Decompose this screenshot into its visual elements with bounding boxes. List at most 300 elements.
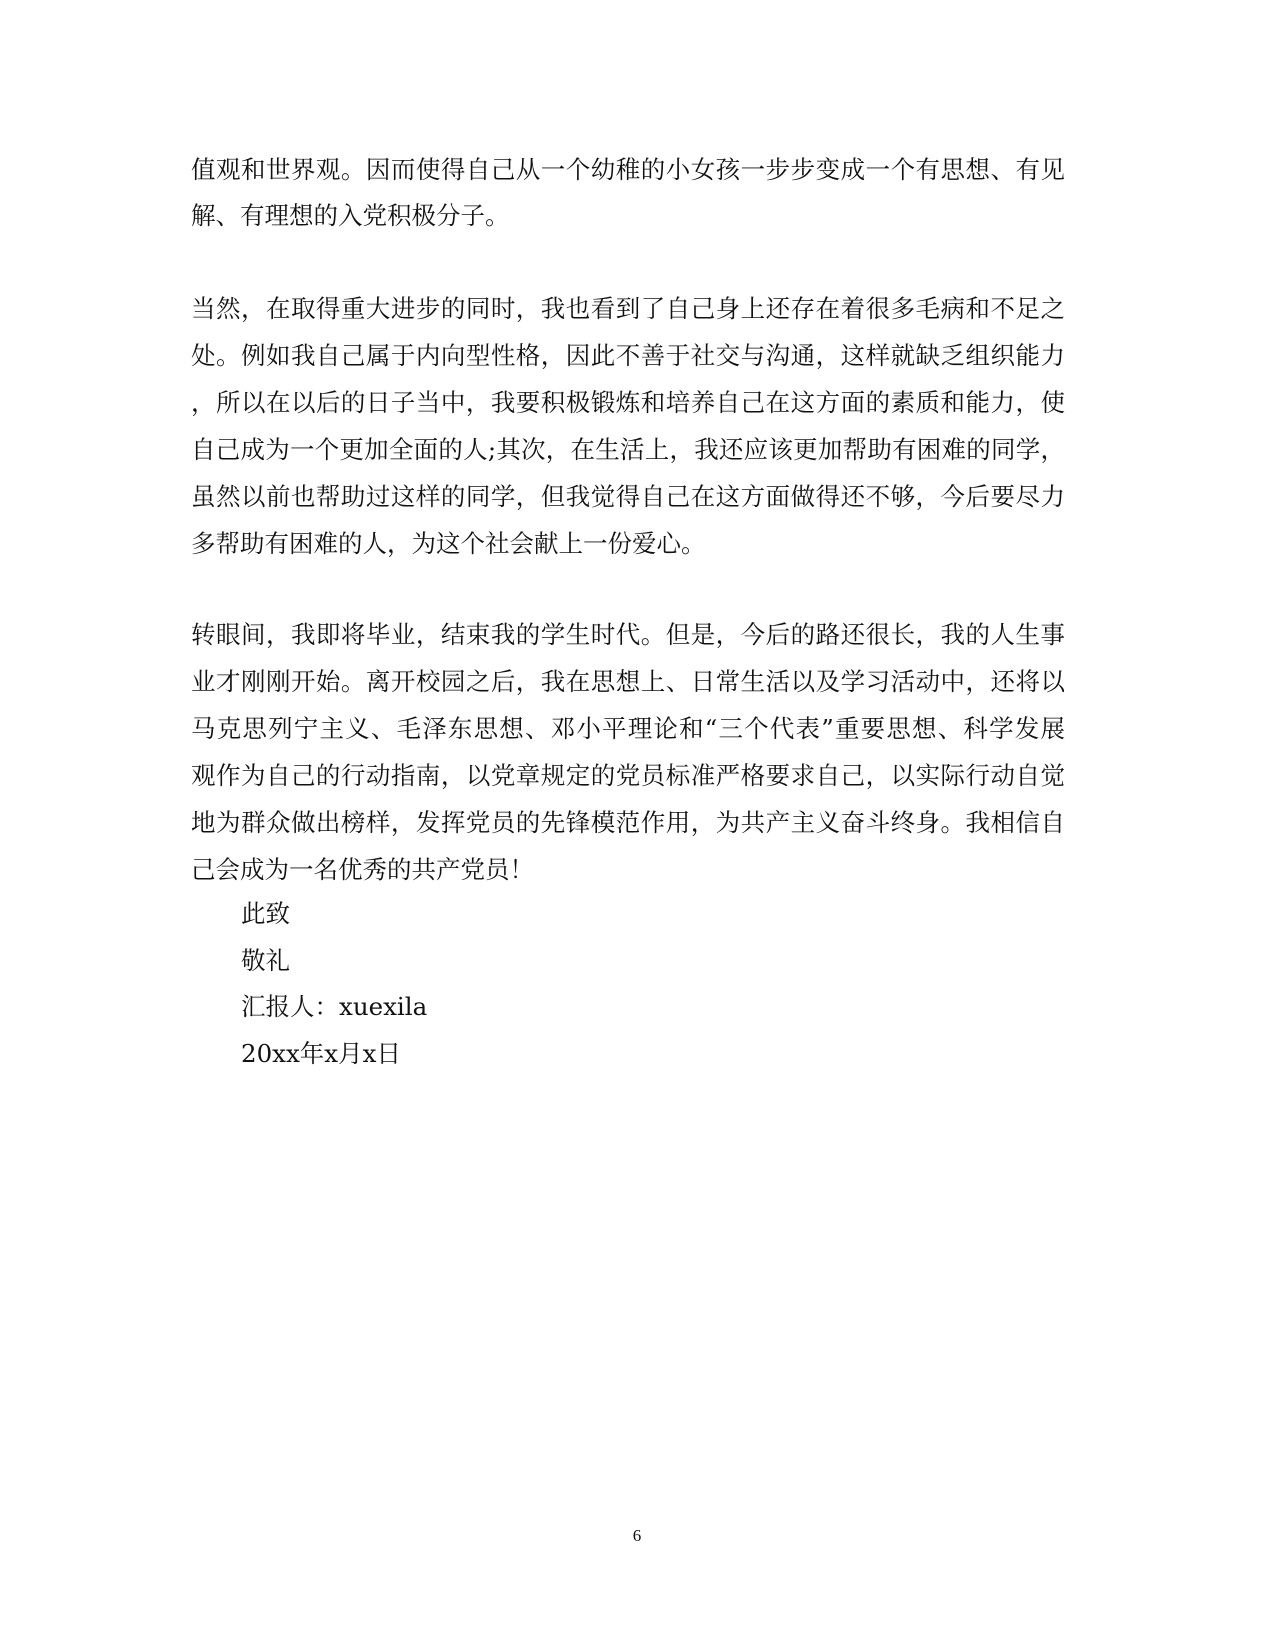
line-glyph: 科 xyxy=(963,714,988,743)
line-glyph: 见 xyxy=(1040,155,1065,184)
line-glyph: 标 xyxy=(665,761,691,790)
line-glyph: 步 xyxy=(790,155,816,184)
line-glyph: 小 xyxy=(576,714,601,743)
line-glyph: 业 xyxy=(390,620,416,649)
line-glyph: 时 xyxy=(490,294,516,323)
line-glyph: 奋 xyxy=(840,808,866,837)
line-glyph: 得 xyxy=(615,482,641,511)
line-glyph: 想 xyxy=(615,667,641,696)
line-glyph: 这 xyxy=(715,482,741,511)
line-glyph: 同 xyxy=(465,294,491,323)
line-glyph: 质 xyxy=(915,388,941,417)
line-glyph: 世 xyxy=(265,155,291,184)
line-glyph: 我 xyxy=(490,388,516,417)
line-glyph: 观 xyxy=(315,155,341,184)
line-glyph: 开 xyxy=(290,667,316,696)
line-glyph: 党 xyxy=(490,761,516,790)
line-glyph: 的 xyxy=(515,620,541,649)
line-glyph: 。 xyxy=(340,155,366,184)
line-glyph: 毕 xyxy=(365,620,391,649)
line-glyph: 过 xyxy=(365,482,391,511)
line-glyph: 事 xyxy=(1040,620,1065,649)
line-glyph: 我 xyxy=(290,341,316,370)
line-glyph: 、 xyxy=(665,667,691,696)
line-glyph: 相 xyxy=(990,808,1015,837)
line-glyph: 间 xyxy=(240,620,266,649)
line-glyph: 因 xyxy=(565,341,591,370)
line-glyph: 此 xyxy=(590,341,616,370)
line-glyph: 众 xyxy=(265,808,291,837)
line-glyph: 自 xyxy=(815,761,841,790)
line-glyph: 为 xyxy=(715,808,741,837)
line-glyph: 稚 xyxy=(615,155,641,184)
line-glyph: 日 xyxy=(690,667,716,696)
line-glyph: 为 xyxy=(265,435,290,464)
line-glyph: 以 xyxy=(240,482,266,511)
line-glyph: 在 xyxy=(815,294,841,323)
paragraph-line xyxy=(191,482,1065,512)
line-glyph: 成 xyxy=(840,155,866,184)
line-glyph: 共 xyxy=(740,808,766,837)
line-glyph: 党 xyxy=(615,761,641,790)
line-glyph: 在 xyxy=(765,388,791,417)
line-glyph: 当 xyxy=(415,388,441,417)
line-glyph: 足 xyxy=(1015,294,1040,323)
line-glyph: ， xyxy=(915,620,941,649)
line-glyph: 积 xyxy=(540,388,566,417)
line-glyph: 时 xyxy=(590,620,616,649)
line-glyph: 习 xyxy=(865,667,891,696)
line-glyph: 列 xyxy=(268,714,293,743)
line-glyph: 善 xyxy=(640,341,666,370)
line-glyph: 学 xyxy=(490,482,516,511)
line-glyph: 之 xyxy=(1040,294,1065,323)
line-glyph: 己 xyxy=(665,482,691,511)
line-glyph: 养 xyxy=(690,388,716,417)
line-glyph: 日 xyxy=(365,388,391,417)
line-glyph: 做 xyxy=(790,482,816,511)
line-glyph: 力 xyxy=(990,388,1015,417)
line-glyph: 想 xyxy=(965,155,991,184)
line-glyph: 表 xyxy=(795,714,821,743)
line-glyph: 也 xyxy=(290,482,316,511)
line-glyph: 的 xyxy=(438,435,463,464)
line-glyph: 的 xyxy=(790,620,816,649)
line-glyph: 章 xyxy=(515,761,541,790)
line-glyph: 个 xyxy=(890,155,916,184)
line-glyph: 我 xyxy=(940,620,966,649)
line-glyph: 长 xyxy=(890,620,916,649)
line-glyph: 中 xyxy=(940,667,966,696)
line-glyph: 该 xyxy=(768,435,793,464)
line-glyph: 为 xyxy=(240,761,266,790)
line-glyph: 例 xyxy=(240,341,266,370)
line-glyph: 病 xyxy=(940,294,966,323)
line-glyph: 自 xyxy=(1040,808,1065,837)
line-glyph: 己 xyxy=(690,294,716,323)
line-glyph: 值 xyxy=(191,155,216,184)
line-glyph: 但 xyxy=(540,482,566,511)
line-glyph: 向 xyxy=(440,341,466,370)
line-glyph: 己 xyxy=(215,435,241,464)
line-glyph: 不 xyxy=(865,482,891,511)
line-glyph: 了 xyxy=(640,294,666,323)
line-glyph: 观 xyxy=(215,155,241,184)
line-glyph: 次 xyxy=(521,435,546,464)
line-glyph: 进 xyxy=(390,294,416,323)
line-glyph: 的 xyxy=(966,435,991,464)
line-glyph: 一 xyxy=(740,155,766,184)
line-glyph: 学 xyxy=(989,714,1014,743)
line-glyph: 动 xyxy=(915,667,941,696)
line-glyph: ; xyxy=(487,435,497,464)
line-glyph: 范 xyxy=(615,808,641,837)
line-glyph: 为 xyxy=(215,808,241,837)
line-glyph: 生 xyxy=(740,667,766,696)
line-glyph: 还 xyxy=(718,435,744,464)
line-glyph: 代 xyxy=(769,714,795,743)
line-glyph: 幼 xyxy=(590,155,616,184)
line-glyph: 、 xyxy=(370,714,396,743)
line-glyph: 处 xyxy=(191,341,216,370)
line-glyph: 义 xyxy=(345,714,370,743)
line-glyph: 毛 xyxy=(915,294,941,323)
line-glyph: 自 xyxy=(191,435,216,464)
line-glyph: 大 xyxy=(365,294,391,323)
line-glyph: 我 xyxy=(540,294,566,323)
line-glyph: 路 xyxy=(815,620,841,649)
line-glyph: 力 xyxy=(1040,341,1065,370)
line-glyph: 难 xyxy=(941,435,967,464)
paragraph-line xyxy=(191,388,1065,418)
line-glyph: 小 xyxy=(665,155,691,184)
line-glyph: 样 xyxy=(365,808,391,837)
line-glyph: 、 xyxy=(524,714,550,743)
line-glyph: 的 xyxy=(315,761,341,790)
line-glyph: 先 xyxy=(540,808,566,837)
line-glyph: ， xyxy=(191,388,216,417)
line-glyph: 地 xyxy=(191,808,216,837)
line-glyph: 离 xyxy=(365,667,391,696)
line-glyph: ， xyxy=(865,761,891,790)
line-glyph: 。 xyxy=(340,667,366,696)
reporter-line: 汇报人：xuexila xyxy=(241,992,428,1021)
paragraph-line xyxy=(191,620,1065,650)
line-glyph: 上 xyxy=(740,294,766,323)
line-glyph: 自 xyxy=(315,341,341,370)
line-glyph: 以 xyxy=(890,761,916,790)
line-glyph: 培 xyxy=(665,388,691,417)
line-glyph: 以 xyxy=(465,761,491,790)
line-glyph: 人 xyxy=(990,620,1015,649)
line-glyph: ， xyxy=(815,341,841,370)
line-glyph: 更 xyxy=(793,435,818,464)
line-glyph: 的 xyxy=(590,761,616,790)
line-glyph: 宁 xyxy=(293,714,319,743)
line-glyph: 面 xyxy=(840,388,866,417)
line-glyph: 还 xyxy=(990,667,1015,696)
line-glyph: 自 xyxy=(465,155,491,184)
line-glyph: 学 xyxy=(540,620,566,649)
line-glyph: 的 xyxy=(965,620,991,649)
line-glyph: 思 xyxy=(940,155,966,184)
line-glyph: 和 xyxy=(679,714,704,743)
line-glyph: 生 xyxy=(595,435,620,464)
line-glyph: 所 xyxy=(215,388,241,417)
line-glyph: 同 xyxy=(991,435,1016,464)
line-glyph: 和 xyxy=(965,294,991,323)
line-glyph: 刚 xyxy=(240,667,266,696)
line-glyph: 也 xyxy=(565,294,591,323)
line-glyph: 活 xyxy=(890,667,916,696)
line-glyph: 我 xyxy=(290,620,316,649)
line-glyph: 从 xyxy=(515,155,541,184)
line-glyph: 理 xyxy=(627,714,653,743)
line-glyph: 要 xyxy=(765,761,791,790)
line-glyph: 行 xyxy=(340,761,366,790)
line-glyph: 觉 xyxy=(1040,761,1065,790)
line-glyph: 的 xyxy=(440,482,466,511)
paragraph-line xyxy=(191,808,1065,838)
line-glyph: 面 xyxy=(413,435,439,464)
line-glyph: 而 xyxy=(390,155,416,184)
line-glyph: 将 xyxy=(340,620,366,649)
line-glyph: 成 xyxy=(240,435,265,464)
line-glyph: 就 xyxy=(890,341,916,370)
line-glyph: 够 xyxy=(890,482,916,511)
line-glyph: 缺 xyxy=(915,341,941,370)
line-glyph: 多 xyxy=(890,294,916,323)
line-glyph: 属 xyxy=(365,341,391,370)
line-glyph: 在 xyxy=(265,294,291,323)
line-glyph: 求 xyxy=(790,761,816,790)
line-glyph: 通 xyxy=(790,341,816,370)
line-glyph: 即 xyxy=(315,620,341,649)
line-glyph: 动 xyxy=(365,761,391,790)
line-glyph: 性 xyxy=(490,341,516,370)
line-glyph: 格 xyxy=(740,761,766,790)
line-glyph: 织 xyxy=(990,341,1015,370)
line-glyph: 上 xyxy=(640,667,666,696)
line-glyph: 作 xyxy=(640,808,666,837)
line-glyph: 一 xyxy=(289,435,315,464)
line-glyph: 帮 xyxy=(315,482,341,511)
line-glyph: 社 xyxy=(690,341,716,370)
line-glyph: 泽 xyxy=(422,714,447,743)
line-glyph: 我 xyxy=(694,435,719,464)
line-glyph: 然 xyxy=(215,482,241,511)
line-glyph: 乏 xyxy=(940,341,966,370)
line-glyph: 看 xyxy=(590,294,616,323)
line-glyph: 己 xyxy=(290,761,316,790)
line-glyph: 要 xyxy=(515,388,541,417)
line-glyph: 发 xyxy=(415,808,441,837)
line-glyph: 主 xyxy=(319,714,344,743)
line-glyph: 主 xyxy=(790,808,816,837)
line-glyph: 还 xyxy=(840,482,866,511)
line-glyph: 后 xyxy=(490,667,516,696)
line-glyph: 要 xyxy=(990,482,1015,511)
line-glyph: 常 xyxy=(715,667,741,696)
line-glyph: 方 xyxy=(815,388,841,417)
line-glyph: 其 xyxy=(496,435,521,464)
line-glyph: 产 xyxy=(765,808,791,837)
paragraph-line xyxy=(191,714,1065,744)
paragraph-line: 己会成为一名优秀的共产党员！ xyxy=(191,855,534,884)
line-glyph: 这 xyxy=(840,341,866,370)
line-glyph: ， xyxy=(1040,435,1065,464)
line-glyph: 着 xyxy=(840,294,866,323)
line-glyph: 做 xyxy=(290,808,316,837)
line-glyph: 学 xyxy=(1015,435,1041,464)
line-glyph: 在 xyxy=(565,667,591,696)
line-glyph: 变 xyxy=(815,155,841,184)
line-glyph: 面 xyxy=(765,482,791,511)
line-glyph: 锋 xyxy=(565,808,591,837)
line-glyph: 己 xyxy=(340,341,366,370)
line-glyph: ， xyxy=(465,388,491,417)
line-glyph: 帮 xyxy=(842,435,868,464)
line-glyph: 前 xyxy=(265,482,291,511)
line-glyph: 一 xyxy=(540,155,566,184)
salutation-ci-zhi: 此致 xyxy=(241,899,290,928)
line-glyph: 信 xyxy=(1015,808,1040,837)
line-glyph: 准 xyxy=(690,761,716,790)
line-glyph: 马 xyxy=(191,714,216,743)
line-glyph: 后 xyxy=(765,620,791,649)
line-glyph: 不 xyxy=(990,294,1015,323)
line-glyph: 群 xyxy=(240,808,266,837)
line-glyph: 才 xyxy=(215,667,241,696)
line-glyph: 东 xyxy=(447,714,473,743)
line-glyph: 上 xyxy=(644,435,670,464)
line-glyph: 己 xyxy=(490,155,516,184)
line-glyph: 平 xyxy=(602,714,627,743)
line-glyph: 得 xyxy=(815,482,841,511)
line-glyph: 转 xyxy=(191,620,216,649)
line-glyph: 在 xyxy=(265,388,291,417)
line-glyph: ， xyxy=(240,294,266,323)
line-glyph: 我 xyxy=(565,482,591,511)
paragraph-line xyxy=(191,294,1065,324)
line-glyph: 活 xyxy=(765,667,791,696)
line-glyph: 加 xyxy=(364,435,389,464)
line-glyph: 自 xyxy=(640,482,666,511)
line-glyph: 。 xyxy=(640,620,666,649)
line-glyph: 很 xyxy=(865,294,891,323)
line-glyph: 出 xyxy=(315,808,341,837)
line-glyph: 助 xyxy=(867,435,892,464)
line-glyph: 员 xyxy=(490,808,516,837)
line-glyph: 作 xyxy=(215,761,241,790)
line-glyph: ， xyxy=(540,341,566,370)
line-glyph: 园 xyxy=(440,667,466,696)
line-glyph: 以 xyxy=(790,667,816,696)
line-glyph: 得 xyxy=(315,294,341,323)
line-glyph: 际 xyxy=(940,761,966,790)
line-glyph: 想 xyxy=(912,714,937,743)
line-glyph: 毛 xyxy=(396,714,421,743)
line-glyph: 动 xyxy=(990,761,1015,790)
line-glyph: 规 xyxy=(540,761,566,790)
line-glyph: 生 xyxy=(565,620,591,649)
line-glyph: ， xyxy=(690,808,716,837)
line-glyph: 代 xyxy=(615,620,641,649)
line-glyph: 身 xyxy=(715,294,741,323)
line-glyph: 这 xyxy=(790,388,816,417)
line-glyph: 取 xyxy=(290,294,316,323)
line-glyph: 重 xyxy=(834,714,860,743)
line-glyph: 的 xyxy=(440,294,466,323)
line-glyph: 界 xyxy=(290,155,316,184)
line-glyph: 在 xyxy=(570,435,596,464)
line-glyph: 自 xyxy=(715,388,741,417)
line-glyph: 三 xyxy=(718,714,743,743)
line-glyph: 己 xyxy=(740,388,766,417)
line-glyph: 实 xyxy=(915,761,941,790)
line-glyph: 很 xyxy=(865,620,891,649)
line-glyph: 刚 xyxy=(265,667,291,696)
line-glyph: 当 xyxy=(191,294,216,323)
line-glyph: 沟 xyxy=(765,341,791,370)
line-glyph: 在 xyxy=(690,482,716,511)
line-glyph: 个 xyxy=(565,155,591,184)
line-glyph: 模 xyxy=(590,808,616,837)
line-glyph: 还 xyxy=(765,294,791,323)
line-glyph: 以 xyxy=(240,388,266,417)
line-glyph: 的 xyxy=(515,808,541,837)
line-glyph: 炼 xyxy=(615,388,641,417)
line-glyph: ， xyxy=(390,808,416,837)
line-glyph: 我 xyxy=(490,620,516,649)
line-glyph: 个 xyxy=(314,435,340,464)
line-glyph: 有 xyxy=(892,435,917,464)
line-glyph: 因 xyxy=(365,155,391,184)
paragraph-line xyxy=(191,435,1065,465)
line-glyph: 尽 xyxy=(1015,482,1040,511)
line-glyph: 如 xyxy=(265,341,291,370)
line-glyph: 行 xyxy=(965,761,991,790)
line-glyph: ， xyxy=(545,435,571,464)
line-glyph: 思 xyxy=(473,714,499,743)
line-glyph: 然 xyxy=(215,294,241,323)
line-glyph: 我 xyxy=(540,667,566,696)
line-glyph: 克 xyxy=(216,714,242,743)
line-glyph: ， xyxy=(915,482,941,511)
line-glyph: 样 xyxy=(865,341,891,370)
line-glyph: 榜 xyxy=(340,808,366,837)
line-glyph: ， xyxy=(1015,388,1040,417)
line-glyph: 助 xyxy=(340,482,366,511)
line-glyph: 党 xyxy=(465,808,491,837)
line-glyph: 的 xyxy=(640,155,666,184)
line-glyph: 困 xyxy=(916,435,942,464)
paragraph-line xyxy=(191,341,1065,371)
line-glyph: 虽 xyxy=(191,482,216,511)
line-glyph: 。 xyxy=(940,808,966,837)
line-glyph: 身 xyxy=(915,808,941,837)
line-glyph: 展 xyxy=(1040,714,1065,743)
line-glyph: ， xyxy=(715,620,741,649)
line-glyph: 格 xyxy=(515,341,541,370)
paragraph-line: 多帮助有困难的人，为这个社会献上一份爱心。 xyxy=(191,529,706,558)
line-glyph: 今 xyxy=(740,620,766,649)
line-glyph: 个 xyxy=(744,714,769,743)
line-glyph: 思 xyxy=(242,714,267,743)
line-glyph: 重 xyxy=(340,294,366,323)
line-glyph: ， xyxy=(440,761,466,790)
line-glyph: 存 xyxy=(790,294,816,323)
